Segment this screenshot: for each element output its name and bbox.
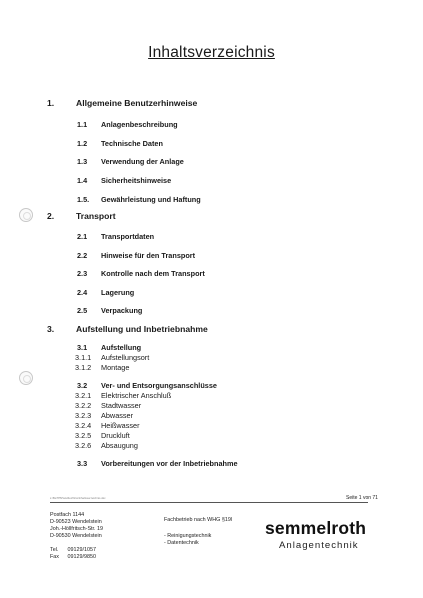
toc-item-title: Verwendung der Anlage [101,157,184,166]
toc-subitem-title: Absaugung [101,441,138,450]
footer-address [50,512,103,540]
address-line: D-90530 Wendelstein [50,533,102,539]
toc-item-number: 1.2 [77,139,88,148]
toc-item-title: Anlagenbeschreibung [101,120,178,129]
toc-item-number: 3.1 [77,343,88,352]
toc-item-number: 1.5. [77,195,90,204]
toc-section-title: Transport [76,211,116,221]
toc-item-number: 3.2 [77,381,88,390]
toc-item-title: Hinweise für den Transport [101,251,196,260]
toc-subitem-number: 3.2.4 [75,421,92,430]
service-item: - Datentechnik [164,540,199,546]
toc-section-title: Allgemeine Benutzerhinweise [76,98,198,108]
toc-section-title: Aufstellung und Inbetriebnahme [76,324,208,334]
fax-number: 09129/9850 [67,554,96,560]
toc-item-title: Kontrolle nach dem Transport [101,269,205,278]
address-line: D-90523 Wendelstein [50,519,102,525]
toc-subitem-number: 3.1.2 [75,363,92,372]
toc-subitem-number: 3.2.6 [75,441,92,450]
toc-item-title: Vorbereitungen vor der Inbetriebnahme [101,459,238,468]
toc-subitem-title: Aufstellungsort [101,353,150,362]
toc-item-number: 2.2 [77,251,88,260]
toc-item-title: Verpackung [101,306,143,315]
page-title: Inhaltsverzeichnis [148,44,275,61]
file-path-note: s:\Bs\HH\Handbuch\Fw\Inhaltsverzeichnis.doc [50,497,106,500]
toc-item-title: Transportdaten [101,232,155,241]
toc-subitem-title: Stadtwasser [101,401,142,410]
toc-item-number: 1.1 [77,120,88,129]
toc-item-number: 2.3 [77,269,88,278]
tel-label: Tel. [50,547,59,553]
toc-section-number: 3. [47,324,55,334]
page-number: Seite 1 von 71 [346,495,378,501]
toc-subitem-number: 3.2.3 [75,411,92,420]
address-line: Postfach 1144 [50,512,85,518]
brand-logo-text: semmelroth [265,518,367,538]
toc-section-number: 1. [47,98,55,108]
toc-section-number: 2. [47,211,55,221]
toc-item-title: Lagerung [101,288,135,297]
fax-label: Fax [50,554,59,560]
toc-item-title: Gewährleistung und Haftung [101,195,201,204]
toc-subitem-title: Elektrischer Anschluß [101,391,172,400]
toc-subitem-number: 3.1.1 [75,353,92,362]
toc-item-number: 2.5 [77,306,88,315]
toc-subitem-number: 3.2.2 [75,401,92,410]
toc-item-title: Technische Daten [101,139,163,148]
brand-subtitle: Anlagentechnik [279,540,359,551]
toc-subitem-title: Druckluft [101,431,130,440]
toc-subitem-title: Heißwasser [101,421,140,430]
toc-item-number: 1.3 [77,157,88,166]
footer-services [164,533,211,547]
footer-divider [50,502,368,503]
toc-item-title: Sicherheitshinweise [101,176,172,185]
toc-subitem-title: Montage [101,363,130,372]
tel-number: 09129/1057 [67,547,96,553]
toc-item-number: 1.4 [77,176,88,185]
footer-contact [50,547,96,561]
toc-subitem-number: 3.2.5 [75,431,92,440]
toc-item-number: 2.1 [77,232,88,241]
address-line: Joh.-Höllfritsch-Str. 19 [50,526,104,532]
toc-item-number: 3.3 [77,459,88,468]
toc-item-number: 2.4 [77,288,88,297]
service-item: - Reinigungstechnik [164,533,212,539]
toc-subitem-title: Abwasser [101,411,134,420]
toc-item-title: Aufstellung [101,343,142,352]
toc-subitem-number: 3.2.1 [75,391,92,400]
footer-fachbetrieb: Fachbetrieb nach WHG §19l [164,517,233,523]
toc-item-title: Ver- und Entsorgungsanschlüsse [101,381,217,390]
